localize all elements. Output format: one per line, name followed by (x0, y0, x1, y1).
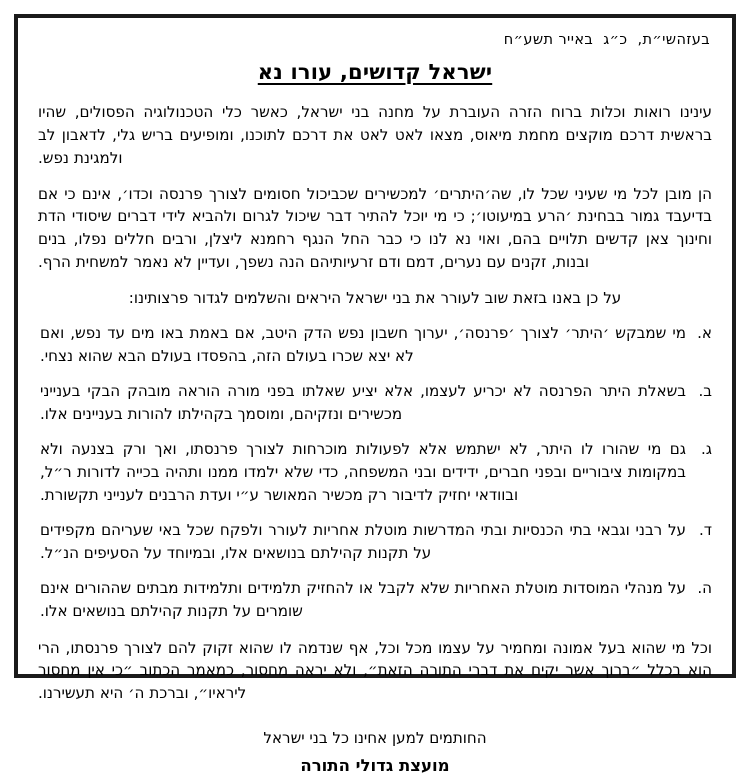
list-item-text: מי שמבקש ׳היתר׳ לצורך ׳פרנסה׳, יערוך חשבון נפש הדק היטב, אם באמת באו מים עד נפש, ואם לא יצא שכרו בעולם הזה, בהפסדו בעולם הבא שהוא נצחי. (40, 324, 686, 366)
paragraph-second: הן מובן לכל מי שעיני שכל לו, שה׳היתרים׳ למכשירים שכביכול חסומים לצורך פרנסה וכדו׳, אינם כי אם בדיעבד גמור בבחינת ׳הרע במיעוטו׳; כי מי יוכל להתיר דבר שיכול לגרום ולהביא לידי דברים שיסודי הדת וחינוך צאן קדשים תלויים בהם, ואוי נא לנו כי כבר החל הנגף רחמנא ליצלן, ורבים חללים נפלו, בנים ובנות, זקנים עם נערים, דמם ודם זרעיותיהם הנה נשפך, ועדיין לא נאמר למשחית הרף. (38, 184, 712, 272)
list-item (40, 322, 712, 368)
signature-block (34, 727, 716, 778)
list-item-text: בשאלת היתר הפרנסה לא יכריע לעצמו, אלא יציע שאלתו בפני מורה הוראה מובהק הבקי בענייני מכשירים ונזקיהם, ומוסמך בקהילתו להורות בעניינים אלו. (40, 382, 686, 423)
page-title: ישראל קדושים, עורו נא (257, 60, 493, 85)
hebrew-date-line: בעזהשי״ת, כ״ג באייר תשע״ח (503, 32, 710, 48)
title-container (34, 59, 716, 86)
list-item (40, 380, 712, 426)
list-item-marker: ד. (698, 520, 712, 539)
list-item-marker: ה. (697, 578, 712, 597)
list-item (40, 438, 712, 507)
enumerated-list (40, 322, 712, 622)
paragraph-lead: עינינו רואות וכלות ברוח הזרה העוברת על מחנה בני ישראל, כאשר כלי הטכנולוגיה הפסולים, שהיו בראשית דרכם מוקצים מחמת מיאוס, מצאו לאט לאט את דרכם לתוכנו, ומופיעים בריש גלי, לדאבון לב ולמגינת נפש. (38, 102, 712, 167)
paragraph-closing: וכל מי שהוא בעל אמונה ומחמיר על עצמו מכל וכל, אף שנדמה לו שהוא זקוק להם לצורך פרנסתו, הרי הוא בכלל ״ברוך אשר יקים את דברי התורה הזאת״, ולא יראה מחסור, כמאמר הכתוב ״כי אין מחסור ליראיו״, וברכת ה׳ היא תעשירנו. (38, 638, 712, 703)
list-item-text: על רבני וגבאי בתי הכנסיות ובתי המדרשות מוטלת אחריות לעורר ולפקח שכל באי שעריהם מקפידים על תקנות קהילתם בנושאים אלו, ובמיוחד על הסעיפים הנ״ל. (40, 520, 686, 562)
list-item (40, 519, 712, 565)
list-item-text: על מנהלי המוסדות מוטלת האחריות שלא לקבל או להחזיק תלמידים ותלמידות מבתים שההורים אינם שומרים על תקנות קהילתם בנושאים אלו. (40, 578, 686, 620)
paragraph-intro: על כן באנו בזאת שוב לעורר את בני ישראל היראים והשלמים לגדור פרצותינו: (128, 289, 622, 308)
list-item (40, 577, 712, 623)
document-frame (14, 14, 736, 775)
list-item-marker: ב. (698, 382, 712, 401)
list-item-marker: ג. (700, 439, 712, 458)
list-item-marker: א. (697, 324, 712, 343)
signature-line-2: מועצת גדולי התורה (300, 755, 450, 775)
list-item-text: גם מי שהורו לו היתר, לא ישתמש אלא לפעולות מוכרחות לצורך פרנסתו, ואך ורק בצנעה ולא במקומות ציבוריים ובפני חברים, ידידים ובני המשפחה, כדי שלא ילמדו ממנו ותהיה בכייה לדורות ר״ל, ובוודאי יחזיק לדיבור רק מכשיר המאושר ע״י ועדת הרבנים לענייני תקשורת. (40, 439, 686, 504)
signature-line-1: החותמים למען אחינו כל בני ישראל (263, 729, 487, 748)
